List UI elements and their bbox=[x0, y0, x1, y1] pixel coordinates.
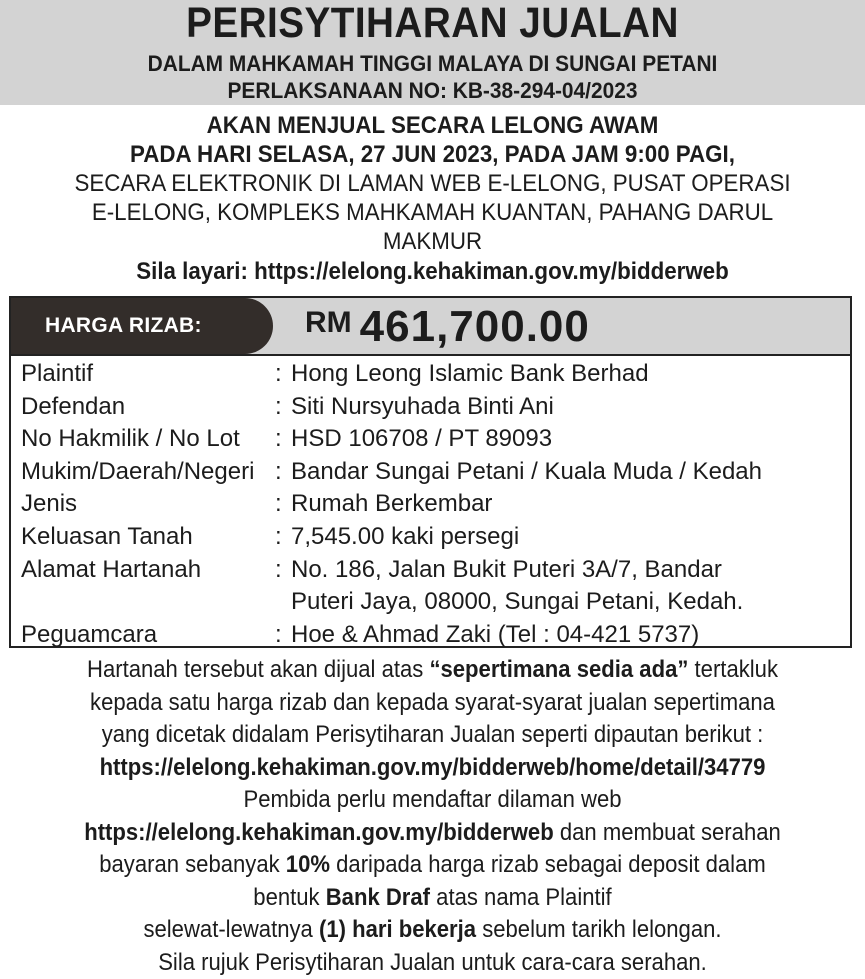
details-list bbox=[11, 356, 850, 651]
detail-label: Keluasan Tanah bbox=[11, 521, 275, 554]
terms-line: https://elelong.kehakiman.gov.my/bidderweb dan membuat serahan bbox=[35, 817, 831, 850]
detail-label: Mukim/Daerah/Negeri bbox=[11, 456, 275, 489]
property-details-box bbox=[9, 296, 852, 648]
terms-line: Hartanah tersebut akan dijual atas “sepertimana sedia ada” tertakluk bbox=[35, 654, 831, 687]
detail-value: 7,545.00 kaki persegi bbox=[291, 521, 850, 554]
detail-label: Alamat Hartanah bbox=[11, 554, 275, 587]
reserve-price-value bbox=[305, 298, 590, 354]
detail-row-defendant: Defendan : Siti Nursyuhada Binti Ani bbox=[11, 391, 850, 424]
detail-label: Jenis bbox=[11, 488, 275, 521]
document-title: PERISYTIHARAN JUALAN bbox=[43, 0, 822, 46]
detail-row-address: Alamat Hartanah : No. 186, Jalan Bukit Puteri 3A/7, Bandar bbox=[11, 554, 850, 587]
terms-text bbox=[0, 654, 865, 979]
reserve-amount: 461,700.00 bbox=[360, 302, 590, 351]
terms-line: kepada satu harga rizab dan kepada syarat-syarat jualan sepertimana bbox=[35, 687, 831, 720]
detail-value: Bandar Sungai Petani / Kuala Muda / Kedah bbox=[291, 456, 850, 489]
detail-link[interactable]: https://elelong.kehakiman.gov.my/bidderweb/home/detail/34779 bbox=[35, 752, 831, 785]
court-name: DALAM MAHKAMAH TINGGI MALAYA DI SUNGAI PETANI bbox=[22, 50, 844, 77]
auction-venue-line-1: SECARA ELEKTRONIK DI LAMAN WEB E-LELONG, PUSAT OPERASI bbox=[30, 169, 834, 198]
detail-value-continued: Puteri Jaya, 08000, Sungai Petani, Kedah. bbox=[275, 586, 850, 619]
terms-line: bentuk Bank Draf atas nama Plaintif bbox=[35, 882, 831, 915]
detail-value: No. 186, Jalan Bukit Puteri 3A/7, Bandar bbox=[291, 554, 850, 587]
detail-label: Plaintif bbox=[11, 358, 275, 391]
auction-date-line: PADA HARI SELASA, 27 JUN 2023, PADA JAM 9:00 PAGI, bbox=[30, 140, 834, 169]
detail-value: HSD 106708 / PT 89093 bbox=[291, 423, 850, 456]
detail-row-location: Mukim/Daerah/Negeri : Bandar Sungai Petani / Kuala Muda / Kedah bbox=[11, 456, 850, 489]
auction-venue-line-3: MAKMUR bbox=[30, 227, 834, 256]
detail-value: Siti Nursyuhada Binti Ani bbox=[291, 391, 850, 424]
header-banner bbox=[0, 0, 865, 105]
terms-line: selewat-lewatnya (1) hari bekerja sebelum tarikh lelongan. bbox=[35, 914, 831, 947]
case-number: PERLAKSANAAN NO: KB-38-294-04/2023 bbox=[22, 77, 844, 104]
detail-label: Peguamcara bbox=[11, 619, 275, 652]
reserve-price-row bbox=[11, 298, 850, 356]
terms-line: bayaran sebanyak 10% daripada harga rizab sebagai deposit dalam bbox=[35, 849, 831, 882]
visit-website-line[interactable]: Sila layari: https://elelong.kehakiman.gov.my/bidderweb bbox=[30, 256, 834, 288]
terms-line: yang dicetak didalam Perisytiharan Jualan seperti dipautan berikut : bbox=[35, 719, 831, 752]
terms-line: Pembida perlu mendaftar dilaman web bbox=[35, 784, 831, 817]
terms-line: Sila rujuk Perisytiharan Jualan untuk cara-cara serahan. bbox=[35, 947, 831, 979]
currency-label: RM bbox=[305, 294, 352, 352]
reserve-price-label: HARGA RIZAB: bbox=[11, 298, 273, 354]
detail-value: Hoe & Ahmad Zaki (Tel : 04-421 5737) bbox=[291, 619, 850, 652]
auction-venue-line-2: E-LELONG, KOMPLEKS MAHKAMAH KUANTAN, PAHANG DARUL bbox=[30, 198, 834, 227]
auction-line-1: AKAN MENJUAL SECARA LELONG AWAM bbox=[30, 111, 834, 140]
detail-row-type: Jenis : Rumah Berkembar bbox=[11, 488, 850, 521]
detail-value: Hong Leong Islamic Bank Berhad bbox=[291, 358, 850, 391]
bidder-link[interactable]: https://elelong.kehakiman.gov.my/bidderweb bbox=[84, 819, 554, 846]
detail-label: No Hakmilik / No Lot bbox=[11, 423, 275, 456]
detail-row-solicitor: Peguamcara : Hoe & Ahmad Zaki (Tel : 04-421 5737) bbox=[11, 619, 850, 652]
detail-row-land-area: Keluasan Tanah : 7,545.00 kaki persegi bbox=[11, 521, 850, 554]
detail-row-address-cont bbox=[11, 586, 850, 619]
detail-row-title-lot: No Hakmilik / No Lot : HSD 106708 / PT 89093 bbox=[11, 423, 850, 456]
detail-value: Rumah Berkembar bbox=[291, 488, 850, 521]
detail-label: Defendan bbox=[11, 391, 275, 424]
detail-row-plaintiff: Plaintif : Hong Leong Islamic Bank Berhad bbox=[11, 358, 850, 391]
auction-info bbox=[0, 111, 865, 288]
